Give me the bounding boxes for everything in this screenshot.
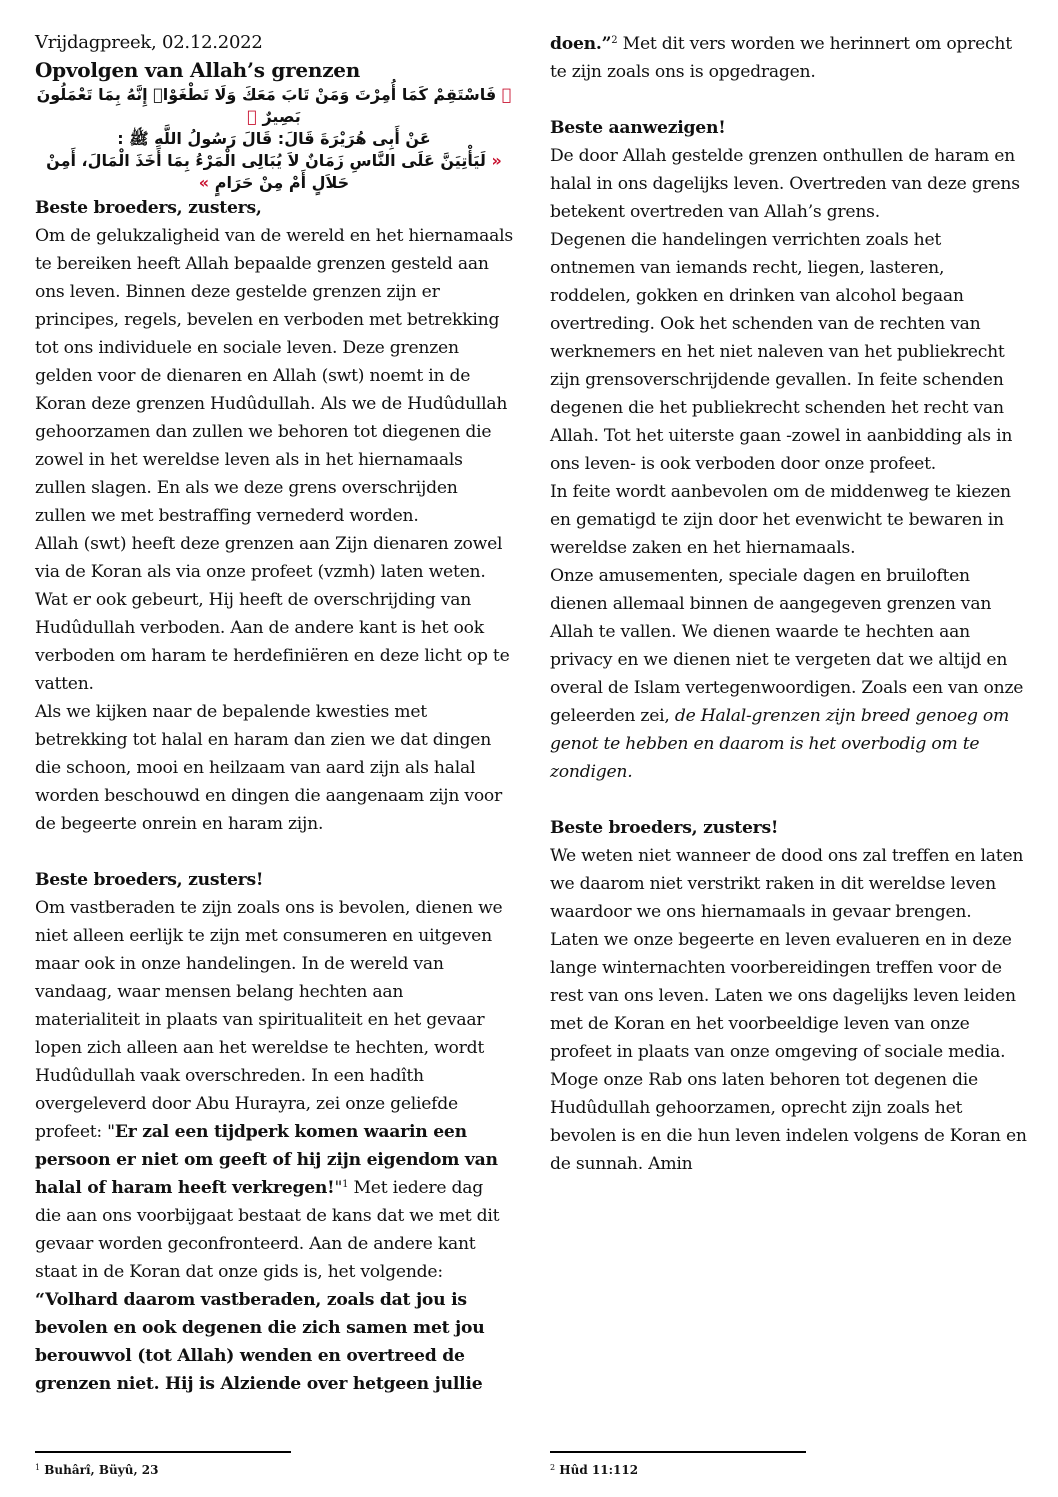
footnote-ref-2[interactable]: 2: [611, 35, 618, 46]
verse-quote-end: doen.”: [550, 34, 612, 54]
footnote-divider: [550, 1451, 806, 1453]
paragraph: [550, 30, 1028, 86]
footnote-number: 2: [550, 1463, 556, 1472]
verse-bracket-open: ﴿: [501, 85, 512, 104]
footnote-2: [550, 1462, 638, 1478]
section-heading: Beste aanwezigen!: [550, 118, 726, 138]
paragraph-text: Met dit vers worden we herinnert om oprecht te zijn zoals ons is opgedragen.: [550, 34, 1012, 82]
paragraph: [35, 894, 513, 1286]
date-line: Vrijdagpreek, 02.12.2022: [35, 32, 263, 53]
footnote-ref-1[interactable]: 1: [342, 1179, 349, 1190]
paragraph: Om de gelukzaligheid van de wereld en het hiernamaals te bereiken heeft Allah bepaalde grenzen gesteld aan ons leven. Binnen deze gestelde grenzen zijn er principes, regels, bevelen en verboden met betrekking tot ons individuele en sociale leven. Deze grenzen gelden voor de dienaren en Allah (swt) noemt in de Koran deze grenzen Hudûdullah. Als we de Hudûdullah gehoorzamen dan zullen we behoren tot diegenen die zowel in het wereldse leven als in het hiernamaals zullen slagen. En als we deze grens overschrijden zullen we met bestraffing vernederd worden.: [35, 226, 513, 526]
footnote-1: [35, 1462, 159, 1478]
paragraph: Laten we onze begeerte en leven evalueren en in deze lange winternachten voorbereidingen treffen voor de rest van ons leven. Laten we ons dagelijks leven leiden met de Koran en het voorbeeldige leven van onze profeet in plaats van onze omgeving of sociale media. Moge onze Rab ons laten behoren tot degenen die Hudûdullah gehoorzamen, oprecht zijn zoals het bevolen is en die hun leven indelen volgens de Koran en de sunnah. Amin: [550, 930, 1027, 1174]
paragraph-text: Met iedere dag die aan ons voorbijgaat bestaat de kans dat we met dit gevaar worden geconfronteerd. Aan de andere kant staat in de Koran dat onze gids is, het volgende:: [35, 1178, 500, 1282]
hadith-bracket-open: «: [491, 151, 502, 170]
paragraph: We weten niet wanneer de dood ons zal treffen en laten we daarom niet verstrikt raken in dit wereldse leven waardoor we ons hiernamaals in gevaar brengen.: [550, 846, 1024, 922]
paragraph: Allah (swt) heeft deze grenzen aan Zijn dienaren zowel via de Koran als via onze profeet (vzmh) laten weten. Wat er ook gebeurt, Hij heeft de overschrijding van Hudûdullah verboden. Aan de andere kant is het ook verboden om haram te herdefiniëren en deze licht op te vatten.: [35, 534, 510, 694]
verse-text: فَاسْتَقِمْ كَمَا أُمِرْتَ وَمَنْ تَابَ مَعَكَ وَلَا تَطْغَوْاۜ إِنَّهُ بِمَا تَعْمَلُونَ بَصِيرٌ: [36, 85, 497, 126]
hadith-text: لَيَأْتِيَنَّ عَلَى النَّاسِ زَمَانٌ لاَ يُبَالِى الْمَرْءُ بِمَا أَخَذَ الْمَالَ، أَمِنْ حَلاَلٍ أَمْ مِنْ حَرَامٍ: [46, 151, 486, 192]
footnote-text: Buhârî, Büyû, 23: [44, 1463, 159, 1477]
hadith-bracket-close: »: [198, 173, 210, 192]
footnote-text: Hûd 11:112: [559, 1463, 639, 1477]
paragraph-text: Om vastberaden te zijn zoals ons is bevolen, dienen we niet alleen eerlijk te zijn met consumeren en uitgeven maar ook in onze handelingen. In de wereld van vandaag, waar mensen belang hechten aan materialiteit in plaats van spiritualiteit en het gevaar lopen zich alleen aan het wereldse te hechten, wordt Hudûdullah vaak overschreden. In een hadîth overgeleverd door Abu Hurayra, zei onze geliefde profeet: ": [35, 898, 503, 1142]
hadith-quote: Er zal een tijdperk komen waarin een persoon er niet om geeft of hij zijn eigendom van halal of haram heeft verkregen!: [35, 1122, 498, 1198]
arabic-hadith-intro: عَنْ أَبِى هُرَيْرَةَ قَالَ: قَالَ رَسُولُ اللَّهِ ﷺ :: [117, 129, 431, 148]
section-heading: Beste broeders, zusters!: [35, 870, 264, 890]
footnote-divider: [35, 1451, 291, 1453]
paragraph: In feite wordt aanbevolen om de middenweg te kiezen en gematigd te zijn door het evenwicht te bewaren in wereldse zaken en het hiernamaals.: [550, 482, 1011, 558]
section-heading: Beste broeders, zusters,: [35, 198, 262, 218]
verse-bracket-close: ﴾: [247, 107, 257, 126]
paragraph: Degenen die handelingen verrichten zoals het ontnemen van iemands recht, liegen, lasteren, roddelen, gokken en drinken van alcohol begaan overtreding. Ook het schenden van de rechten van werknemers en het niet naleven van het publiekrecht zijn grensoverschrijdende gevallen. In feite schenden degenen die het publiekrecht schenden het recht van Allah. Tot het uiterste gaan -zowel in aanbidding als in ons leven- is ook verboden door onze profeet.: [550, 230, 1013, 474]
quote-end: ": [334, 1178, 343, 1198]
section-heading: Beste broeders, zusters!: [550, 818, 779, 838]
left-column: [35, 30, 513, 1398]
arabic-verse: [35, 84, 513, 128]
paragraph-text: Onze amusementen, speciale dagen en bruiloften dienen allemaal binnen de aangegeven grenzen van Allah te vallen. We dienen waarde te hechten aan privacy en we dienen niet te vergeten dat we altijd en overal de Islam vertegenwoordigen. Zoals een van onze geleerden zei,: [550, 566, 1024, 726]
paragraph: Als we kijken naar de bepalende kwesties met betrekking tot halal en haram dan zien we dat dingen die schoon, mooi en heilzaam van aard zijn als halal worden beschouwd en dingen die aangenaam zijn voor de begeerte onrein en haram zijn.: [35, 702, 502, 834]
right-column: [550, 30, 1028, 1178]
paragraph: De door Allah gestelde grenzen onthullen de haram en halal in ons dagelijks leven. Overtreden van deze grens betekent overtreden van Allah’s grens.: [550, 146, 1020, 222]
page-title: Opvolgen van Allah’s grenzen: [35, 58, 361, 82]
footnote-number: 1: [35, 1463, 41, 1472]
verse-quote: “Volhard daarom vastberaden, zoals dat jou is bevolen en ook degenen die zich samen met jou berouwvol (tot Allah) wenden en overtreed de grenzen niet. Hij is Alziende over hetgeen jullie: [35, 1290, 485, 1394]
paragraph: [550, 562, 1028, 786]
arabic-hadith: [35, 150, 513, 194]
scholar-quote: de Halal-grenzen zijn breed genoeg om genot te hebben en daarom is het overbodig om te zondigen.: [550, 706, 1010, 782]
